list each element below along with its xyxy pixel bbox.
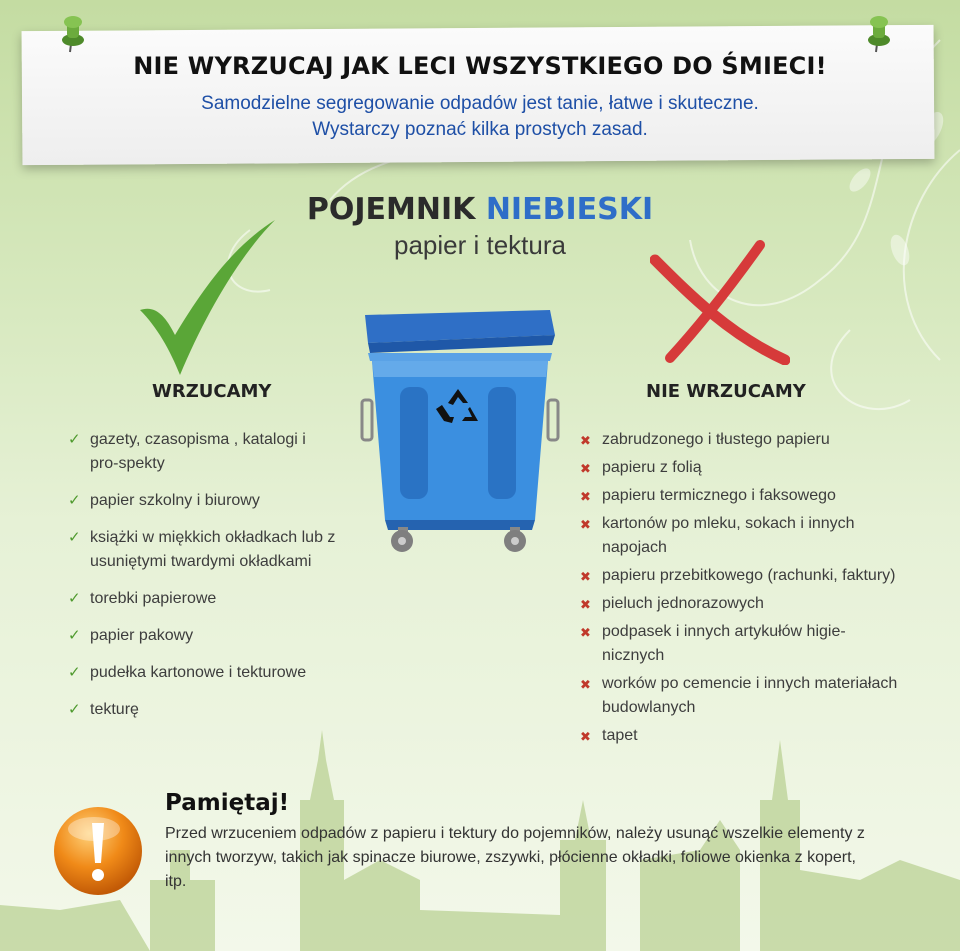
list-item: ✖ tapet <box>580 724 900 748</box>
check-icon: ✓ <box>68 701 81 718</box>
x-icon: ✖ <box>580 489 591 504</box>
check-icon: ✓ <box>68 627 81 644</box>
list-item: ✓ książki w miękkich okładkach lub z usuniętymi twardymi okładkami <box>68 526 338 574</box>
cross-icon <box>650 240 790 365</box>
list-item: ✓ pudełka kartonowe i tekturowe <box>68 661 338 685</box>
list-item: ✓ tekturę <box>68 698 338 722</box>
list-item: ✓ gazety, czasopisma , katalogi i pro-spekty <box>68 428 338 476</box>
x-icon: ✖ <box>580 461 591 476</box>
list-item: ✖ worków po cemencie i innych materiałach budowlanych <box>580 675 898 716</box>
check-icon: ✓ <box>68 431 81 448</box>
x-icon: ✖ <box>580 625 591 640</box>
x-icon: ✖ <box>580 569 591 584</box>
pushpin-icon <box>58 14 88 54</box>
checkmark-icon <box>135 215 280 380</box>
list-item: ✖ papieru termicznego i faksowego <box>580 484 900 508</box>
list-item: ✖ kartonów po mleku, sokach i innych napojach <box>580 515 855 556</box>
header-subline-1: Samodzielne segregowanie odpadów jest tanie, łatwe i skuteczne. <box>201 93 759 114</box>
list-item: ✖ zabrudzonego i tłustego papieru <box>580 428 900 452</box>
list-item: ✖ papieru z folią <box>580 456 900 480</box>
list-item: ✓ torebki papierowe <box>68 587 338 611</box>
check-icon: ✓ <box>68 492 81 509</box>
check-icon: ✓ <box>68 664 81 681</box>
remember-text: Przed wrzuceniem odpadów z papieru i tektury do pojemników, należy usunąć wszelkie elementy z innych tworzyw, takich jak spinacze biurowe, zszywki, płócienne okładki, foliowe okienka z kopert, itp. <box>165 825 865 890</box>
forbidden-list <box>580 428 900 752</box>
forbidden-heading: NIE WRZUCAMY <box>646 381 806 402</box>
header-subline-2: Wystarczy poznać kilka prostych zasad. <box>312 119 648 140</box>
list-item: ✖ podpasek i innych artykułów higie-nicznych <box>580 623 846 664</box>
blue-recycling-bin <box>360 305 560 555</box>
bin-title-prefix: POJEMNIK <box>306 192 476 227</box>
allowed-heading: WRZUCAMY <box>152 381 272 402</box>
allowed-list <box>68 428 338 735</box>
pushpin-icon <box>864 14 894 54</box>
x-icon: ✖ <box>580 677 591 692</box>
list-item: ✖ papieru przebitkowego (rachunki, faktury) <box>580 564 900 588</box>
list-item: ✓ papier szkolny i biurowy <box>68 489 338 513</box>
check-icon: ✓ <box>68 590 81 607</box>
x-icon: ✖ <box>580 517 591 532</box>
x-icon: ✖ <box>580 433 591 448</box>
list-item: ✓ papier pakowy <box>68 624 338 648</box>
bin-subtitle: papier i tektura <box>394 230 566 260</box>
remember-title: Pamiętaj! <box>165 790 290 816</box>
x-icon: ✖ <box>580 597 591 612</box>
x-icon: ✖ <box>580 729 591 744</box>
list-item: ✖ pieluch jednorazowych <box>580 592 900 616</box>
check-icon: ✓ <box>68 529 81 546</box>
exclamation-warning-icon <box>52 805 144 897</box>
page-headline: NIE WYRZUCAJ JAK LECI WSZYSTKIEGO DO ŚMIECI! <box>133 52 827 80</box>
bin-title-color-word: NIEBIESKI <box>485 192 654 227</box>
